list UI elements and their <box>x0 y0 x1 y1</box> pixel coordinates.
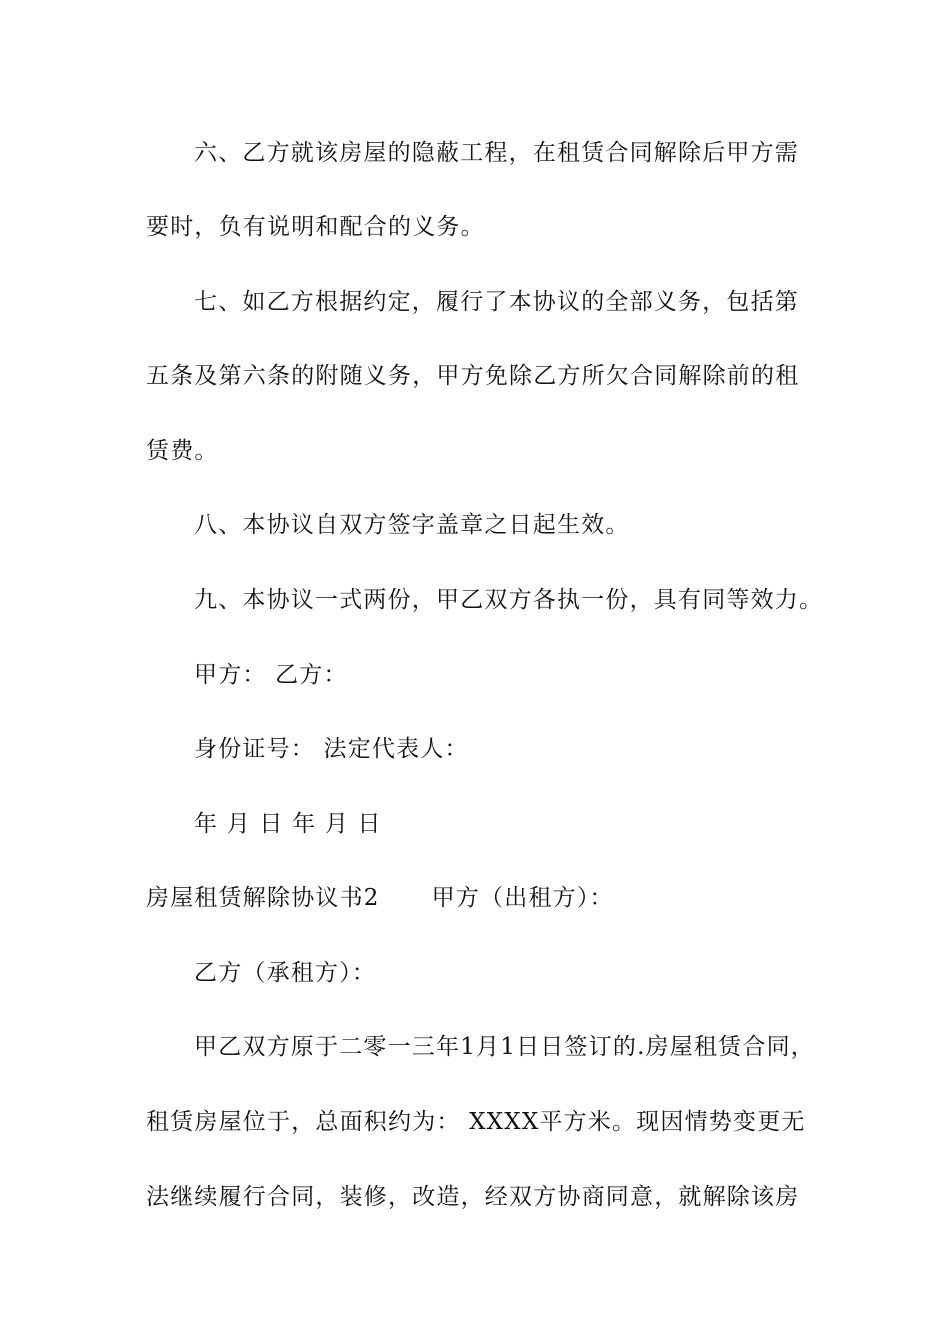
paragraph-line: 八、本协议自双方签字盖章之日起生效。 <box>194 512 630 538</box>
agreement-title-line <box>146 883 826 913</box>
lessor-label: 甲方（出租方）： <box>431 885 614 911</box>
signature-date-labels: 年 月 日 年 月 日 <box>194 811 382 837</box>
paragraph-line: 赁费。 <box>146 438 219 464</box>
paragraph-line: 法继续履行合同，装修，改造，经双方协商同意，就解除该房 <box>146 1184 800 1210</box>
signature-party-labels: 甲方： 乙方： <box>194 662 348 688</box>
paragraph-line: 六、乙方就该房屋的隐蔽工程，在租赁合同解除后甲方需 <box>194 140 799 166</box>
agreement-title: 房屋租赁解除协议书2 <box>146 885 380 911</box>
paragraph-line: 要时，负有说明和配合的义务。 <box>146 214 485 240</box>
paragraph-line: 九、本协议一式两份，甲乙双方各执一份，具有同等效力。 <box>194 587 824 613</box>
lessee-label: 乙方（承租方）： <box>194 960 377 986</box>
paragraph-line: 租赁房屋位于，总面积约为： XXXX平方米。现因情势变更无 <box>146 1109 806 1135</box>
paragraph-line: 七、如乙方根据约定，履行了本协议的全部义务，包括第 <box>194 289 799 315</box>
paragraph-line: 五条及第六条的附随义务，甲方免除乙方所欠合同解除前的租 <box>146 363 800 389</box>
signature-id-labels: 身份证号： 法定代表人： <box>194 736 469 762</box>
paragraph-line: 甲乙双方原于二零一三年1月1日日签订的.房屋租赁合同， <box>194 1034 815 1060</box>
